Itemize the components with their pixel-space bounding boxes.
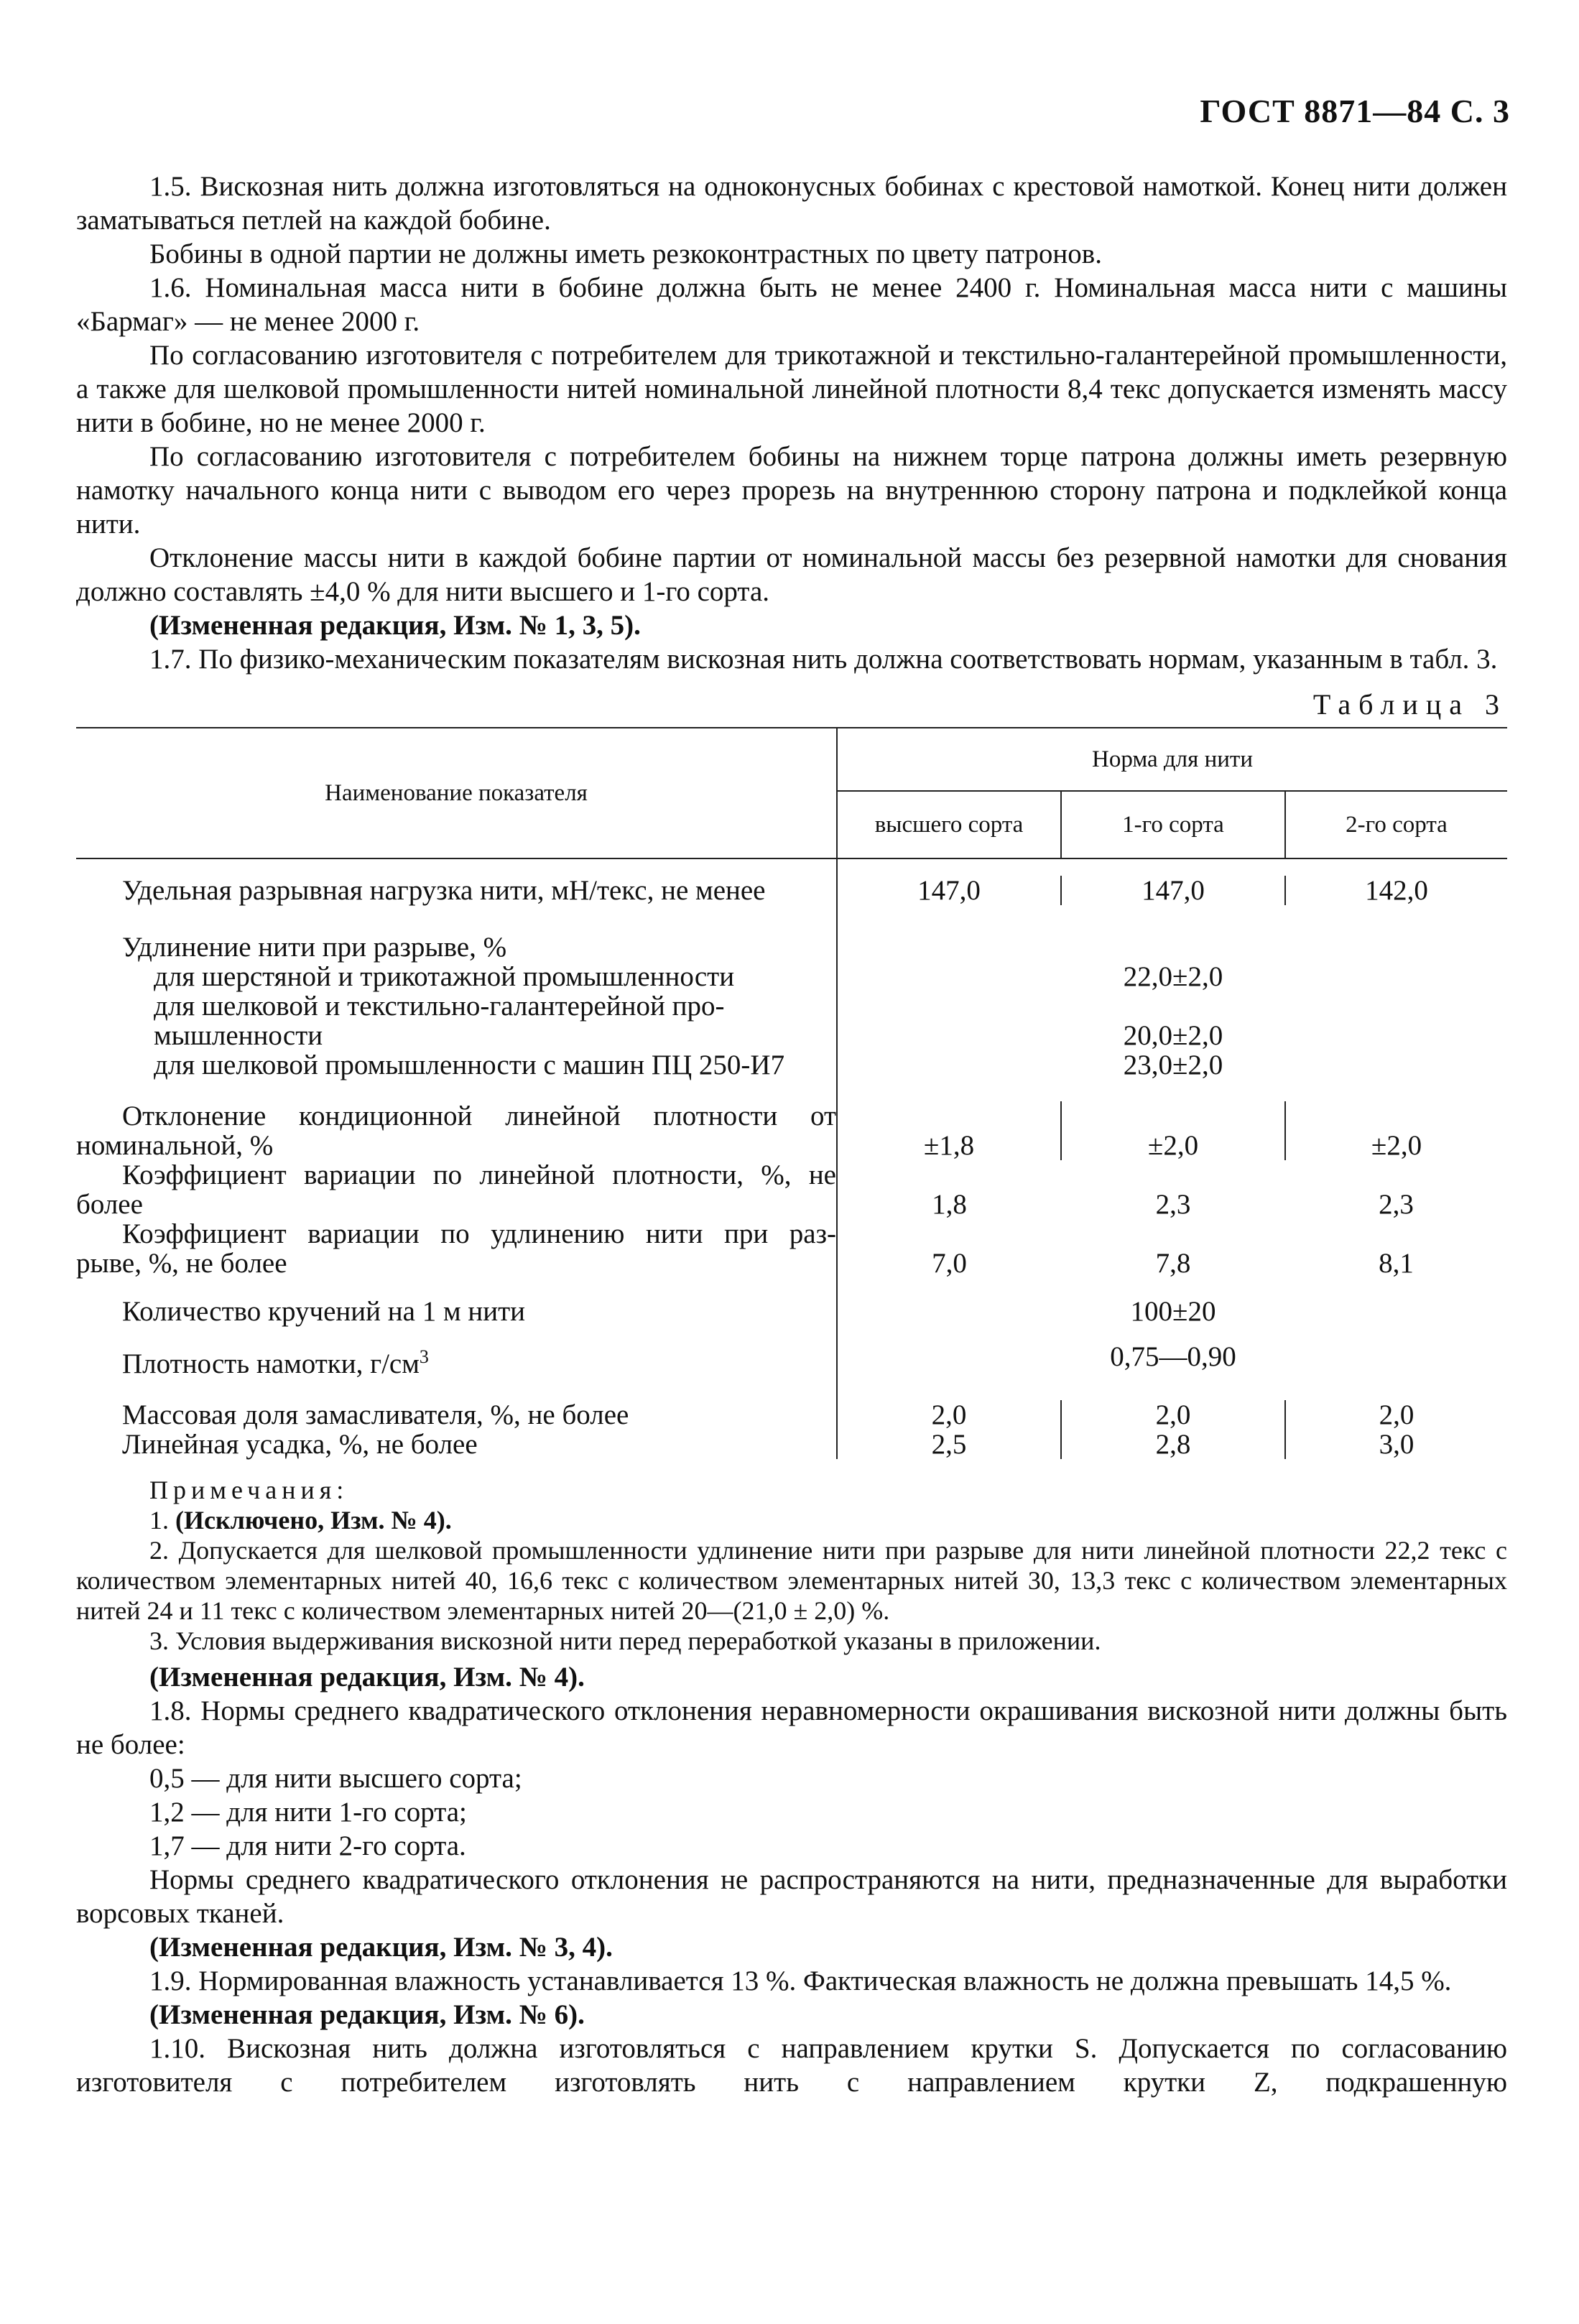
- table-row: Коэффициент вариации по линейной плотности, %, не более 1,8 2,3 2,3: [76, 1159, 1414, 1220]
- table-row: Отклонение кондиционной линейной плотности от номинальной, % ±1,8 ±2,0 ±2,0: [76, 1101, 1507, 1160]
- paragraph: (Измененная редакция, Изм. № 6).: [149, 1999, 585, 2030]
- header-second-grade: 2-го сорта: [1285, 791, 1507, 858]
- table-row: Удельная разрывная нагрузка нити, мН/текс, не менее 147,0 147,0 142,0: [76, 876, 1507, 905]
- header-indicator: Наименование показателя: [76, 728, 837, 858]
- notes-title: Примечания:: [149, 1476, 349, 1504]
- note-2: 2. Допускается для шелковой промышленности удлинение нити при разрыве для нити линейной плотности 22,2 текс с количеством элементарных нитей 40, 16,6 текс с количеством элементарных нитей 30, 13,3 текс с количеством элементарных нитей 24 и 11 текс с количеством элементарных нитей 20—(21,0 ± 2,0) %.: [76, 1536, 1507, 1625]
- paragraph: (Измененная редакция, Изм. № 3, 4).: [149, 1932, 613, 1963]
- table-row: Удлинение нити при разрыве, % для шерстяной и трикотажной промышленности для шелковой и текстильно-галантерейной про- мышленности для шелковой промышленности с машин ПЦ 250-И7 22,0±2,0 20,0±2,0 23,0±2,0: [76, 915, 1507, 1080]
- top-paragraphs: [76, 170, 1507, 676]
- paragraph: По согласованию изготовителя с потребителем для трикотажной и текстильно-галантерейной промышленности, а также для шелковой промышленности нитей номинальной линейной плотности 8,4 текс допускается изменять массу нити в бобине, но не менее 2000 г.: [76, 340, 1507, 438]
- paragraph: Бобины в одной партии не должны иметь резкоконтрастных по цвету патронов.: [149, 239, 1102, 269]
- paragraph: 1.9. Нормированная влажность устанавливается 13 %. Фактическая влажность не должна превышать 14,5 %.: [149, 1966, 1452, 1996]
- paragraph: (Измененная редакция, Изм. № 4).: [149, 1662, 585, 1693]
- table-row: Массовая доля замасливателя, %, не более 2,0 2,0 2,0: [76, 1400, 1507, 1430]
- paragraph: 1.10. Вискозная нить должна изготовляться с направлением крутки S. Допускается по согласованию изготовителя с потребителем изготовлять нить с направлением крутки Z, подкрашенную: [76, 2033, 1507, 2098]
- properties-table: [76, 727, 1507, 1459]
- table-row: Коэффициент вариации по удлинению нити при раз- рыве, %, не более 7,0 7,8 8,1: [76, 1218, 1414, 1279]
- table-row: Плотность намотки, $г/см^3$ 0,75—0,90: [76, 1342, 1507, 1379]
- bottom-paragraphs: [76, 1660, 1507, 2099]
- paragraph: Нормы среднего квадратического отклонения не распространяются на нити, предназначенные для выработки ворсовых тканей.: [76, 1864, 1507, 1929]
- note-3: 3. Условия выдерживания вискозной нити перед переработкой указаны в приложении.: [149, 1626, 1101, 1655]
- paragraph: 1.7. По физико-механическим показателям вискозная нить должна соответствовать нормам, указанным в табл. 3.: [149, 644, 1498, 675]
- header-top-grade: высшего сорта: [874, 811, 1024, 838]
- table-caption: Таблица 3: [1312, 688, 1507, 721]
- note-1: 1. (Исключено, Изм. № 4).: [149, 1506, 452, 1534]
- page-header: ГОСТ 8871—84 С. 3: [1200, 93, 1510, 129]
- paragraph: 1.6. Номинальная масса нити в бобине должна быть не менее 2400 г. Номинальная масса нити с машины «Бармаг» — не менее 2000 г.: [76, 272, 1507, 337]
- document-body: [76, 170, 1507, 2099]
- table-notes: [76, 1475, 1507, 1656]
- paragraph: 1,2 — для нити 1-го сорта;: [149, 1797, 467, 1828]
- paragraph: 0,5 — для нити высшего сорта;: [149, 1763, 522, 1794]
- table-row: Количество кручений на 1 м нити 100±20: [76, 1297, 1507, 1326]
- header-first-grade: 1-го сорта: [1061, 791, 1285, 858]
- header-norm: Норма для нити: [837, 728, 1507, 791]
- paragraph: 1,7 — для нити 2-го сорта.: [149, 1830, 466, 1861]
- paragraph: (Измененная редакция, Изм. № 1, 3, 5).: [149, 610, 641, 641]
- paragraph: 1.5. Вискозная нить должна изготовляться на одноконусных бобинах с крестовой намоткой. Конец нити должен заматываться петлей на каждой бобине.: [76, 171, 1507, 236]
- table-row: Линейная усадка, %, не более 2,5 2,8 3,0: [76, 1430, 1507, 1459]
- paragraph: Отклонение массы нити в каждой бобине партии от номинальной массы без резервной намотки для снования должно составлять ±4,0 % для нити высшего и 1-го сорта.: [76, 542, 1507, 607]
- paragraph: 1.8. Нормы среднего квадратического отклонения неравномерности окрашивания вискозной нити должны быть не более:: [76, 1695, 1507, 1760]
- paragraph: По согласованию изготовителя с потребителем бобины на нижнем торце патрона должны иметь резервную намотку начального конца нити с выводом его через прорезь на внутреннюю сторону патрона и подклейкой конца нити.: [76, 441, 1507, 540]
